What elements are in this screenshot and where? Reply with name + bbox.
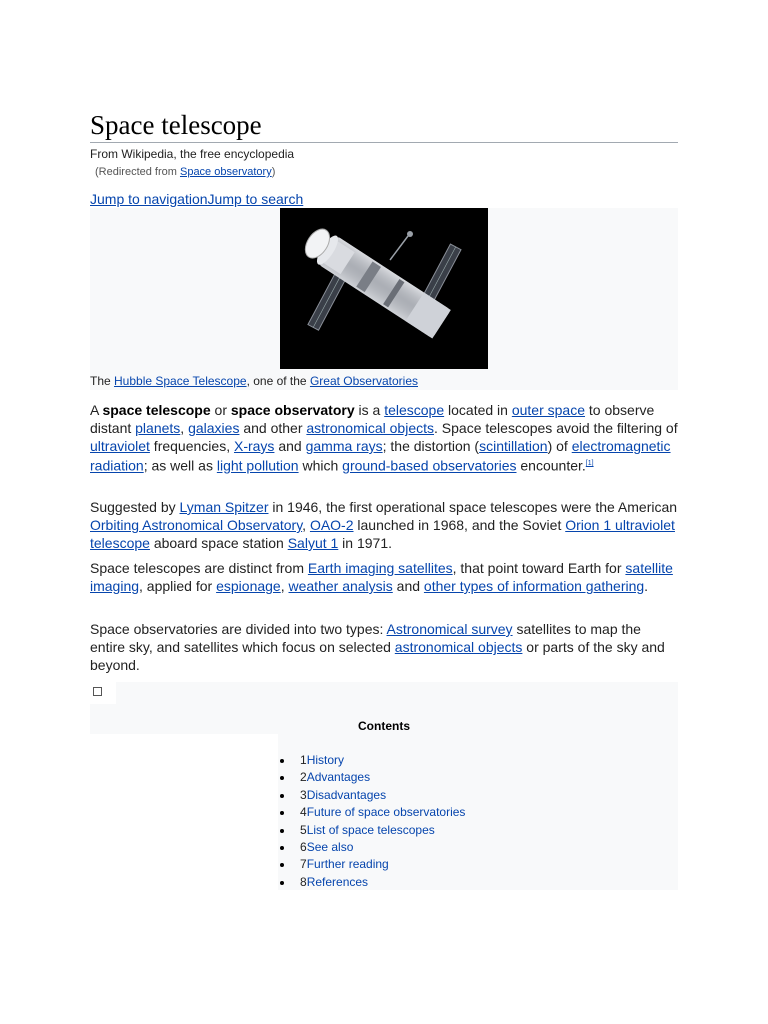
link-galaxies[interactable]: galaxies [188,420,240,436]
great-observatories-link[interactable]: Great Observatories [309,374,418,388]
link-other-information-gathering[interactable]: other types of information gathering [423,578,645,594]
toc-item-see-also[interactable] [280,839,465,856]
text: launched in 1968, and the Soviet [353,517,566,533]
toc-item-references[interactable] [280,874,465,891]
page-title: Space telescope [90,108,678,143]
link-planets[interactable]: planets [135,420,181,436]
text: ; as well as [143,457,217,474]
link-scintillation[interactable]: scintillation [479,438,548,454]
text: , [302,517,310,533]
text: . [644,578,649,594]
redirect-suffix: ) [271,166,276,178]
hubble-link[interactable]: Hubble Space Telescope [114,374,247,388]
toc-title: Contents [358,719,410,733]
toc-number: 7 [300,857,307,872]
link-oao-2[interactable]: OAO-2 [309,517,354,533]
toc-toggle[interactable] [90,682,116,704]
toc-item-future[interactable] [280,804,465,821]
bullet-icon [280,829,284,833]
bold-term: space observatory [230,402,355,418]
bullet-icon [280,811,284,815]
toc-gap [90,734,278,890]
hubble-image[interactable] [280,208,488,369]
bullet-icon [280,881,284,885]
bullet-icon [280,846,284,850]
link-lyman-spitzer[interactable]: Lyman Spitzer [179,499,269,515]
jump-to-navigation-link[interactable]: Jump to navigation [90,191,208,207]
toc-number: 2 [300,770,307,785]
redirect-notice [95,166,275,178]
text: Suggested by [90,499,180,515]
text: aboard space station [149,535,288,551]
caption-text: , one of the [246,374,310,388]
text: which [298,457,343,474]
text: frequencies, [149,438,234,454]
text: satellites to map the entire sky, and satellites which focus on selected [90,621,641,655]
toc-link[interactable]: List of space telescopes [306,822,435,837]
toc-item-further-reading[interactable] [280,856,465,873]
paragraph-intro [90,401,678,475]
toc-number: 3 [300,787,307,802]
link-satellite-imaging[interactable]: satellite imaging [90,560,673,594]
text: and [392,578,424,594]
text: Space observatories are divided into two types: [90,621,387,637]
hubble-telescope-icon [280,208,488,369]
link-electromagnetic-radiation[interactable]: electromagnetic radiation [90,438,671,474]
text: ) of [547,438,572,454]
table-of-contents [90,682,678,890]
paragraph-distinction [90,559,678,595]
toc-link[interactable]: History [306,753,345,767]
text: . Space telescopes avoid the filtering of [434,420,678,436]
toc-link[interactable]: References [306,874,369,889]
text: or [210,402,231,418]
toc-list [280,752,465,891]
toc-number: 5 [300,822,307,837]
link-ground-based-observatories[interactable]: ground-based observatories [342,457,517,474]
bullet-icon [280,863,284,867]
link-orbiting-astronomical-observatory[interactable]: Orbiting Astronomical Observatory [90,517,303,533]
text: is a [354,402,385,418]
toc-link[interactable]: Future of space observatories [306,805,466,820]
text: in 1971. [338,535,393,551]
link-salyut-1[interactable]: Salyut 1 [287,535,339,551]
text: located in [444,402,512,418]
text: and other [239,420,307,436]
text: ; the distortion ( [382,438,480,454]
toc-link[interactable]: Disadvantages [306,787,387,802]
link-x-rays[interactable]: X-rays [233,438,275,454]
link-espionage[interactable]: espionage [216,578,281,594]
bullet-icon [280,759,284,763]
figure-caption [90,374,418,388]
text: , that point toward Earth for [452,560,626,576]
redirect-link[interactable]: Space observatory [179,166,272,178]
link-earth-imaging-satellites[interactable]: Earth imaging satellites [307,560,453,576]
paragraph-history [90,498,678,552]
link-weather-analysis[interactable]: weather analysis [288,578,393,594]
toc-item-list[interactable] [280,822,465,839]
text: Space telescopes are distinct from [90,560,308,576]
toc-link[interactable]: Advantages [306,770,371,785]
link-gamma-rays[interactable]: gamma rays [305,438,383,454]
text: to observe distant [90,402,655,436]
toc-link[interactable]: See also [306,839,354,854]
reference-link[interactable]: [1] [585,460,594,467]
link-telescope[interactable]: telescope [384,402,445,418]
link-orion-1[interactable]: Orion 1 ultraviolet telescope [90,517,675,551]
link-astronomical-objects[interactable]: astronomical objects [306,420,435,436]
text: A [90,402,103,418]
toc-number: 4 [300,805,307,820]
link-outer-space[interactable]: outer space [511,402,586,418]
bullet-icon [280,794,284,798]
text: encounter. [516,457,586,474]
toc-item-disadvantages[interactable] [280,787,465,804]
site-tagline: From Wikipedia, the free encyclopedia [90,147,295,161]
checkbox-icon[interactable] [93,687,102,696]
thumbnail-figure [90,208,678,390]
toc-link[interactable]: Further reading [306,857,389,872]
bold-term: space telescope [102,402,211,418]
link-ultraviolet[interactable]: ultraviolet [90,438,150,454]
caption-text: The [90,374,115,388]
text: in 1946, the first operational space telescopes were the American [268,499,678,515]
link-astronomical-survey[interactable]: Astronomical survey [386,621,513,637]
redirect-prefix: (Redirected from [95,166,180,178]
toc-item-history[interactable] [280,752,465,769]
text: and [274,438,306,454]
toc-number: 8 [300,874,307,889]
toc-number: 1 [300,753,307,767]
text: or parts of the sky and beyond. [90,639,665,673]
jump-to-search-link[interactable]: Jump to search [207,191,304,207]
link-light-pollution[interactable]: light pollution [216,457,299,474]
toc-number: 6 [300,839,307,854]
jump-links [90,191,303,207]
paragraph-types [90,620,678,674]
link-astronomical-objects[interactable]: astronomical objects [394,639,523,655]
text: , [180,420,189,436]
text: , applied for [139,578,217,594]
toc-item-advantages[interactable] [280,769,465,786]
text: , [280,578,289,594]
bullet-icon [280,776,284,780]
